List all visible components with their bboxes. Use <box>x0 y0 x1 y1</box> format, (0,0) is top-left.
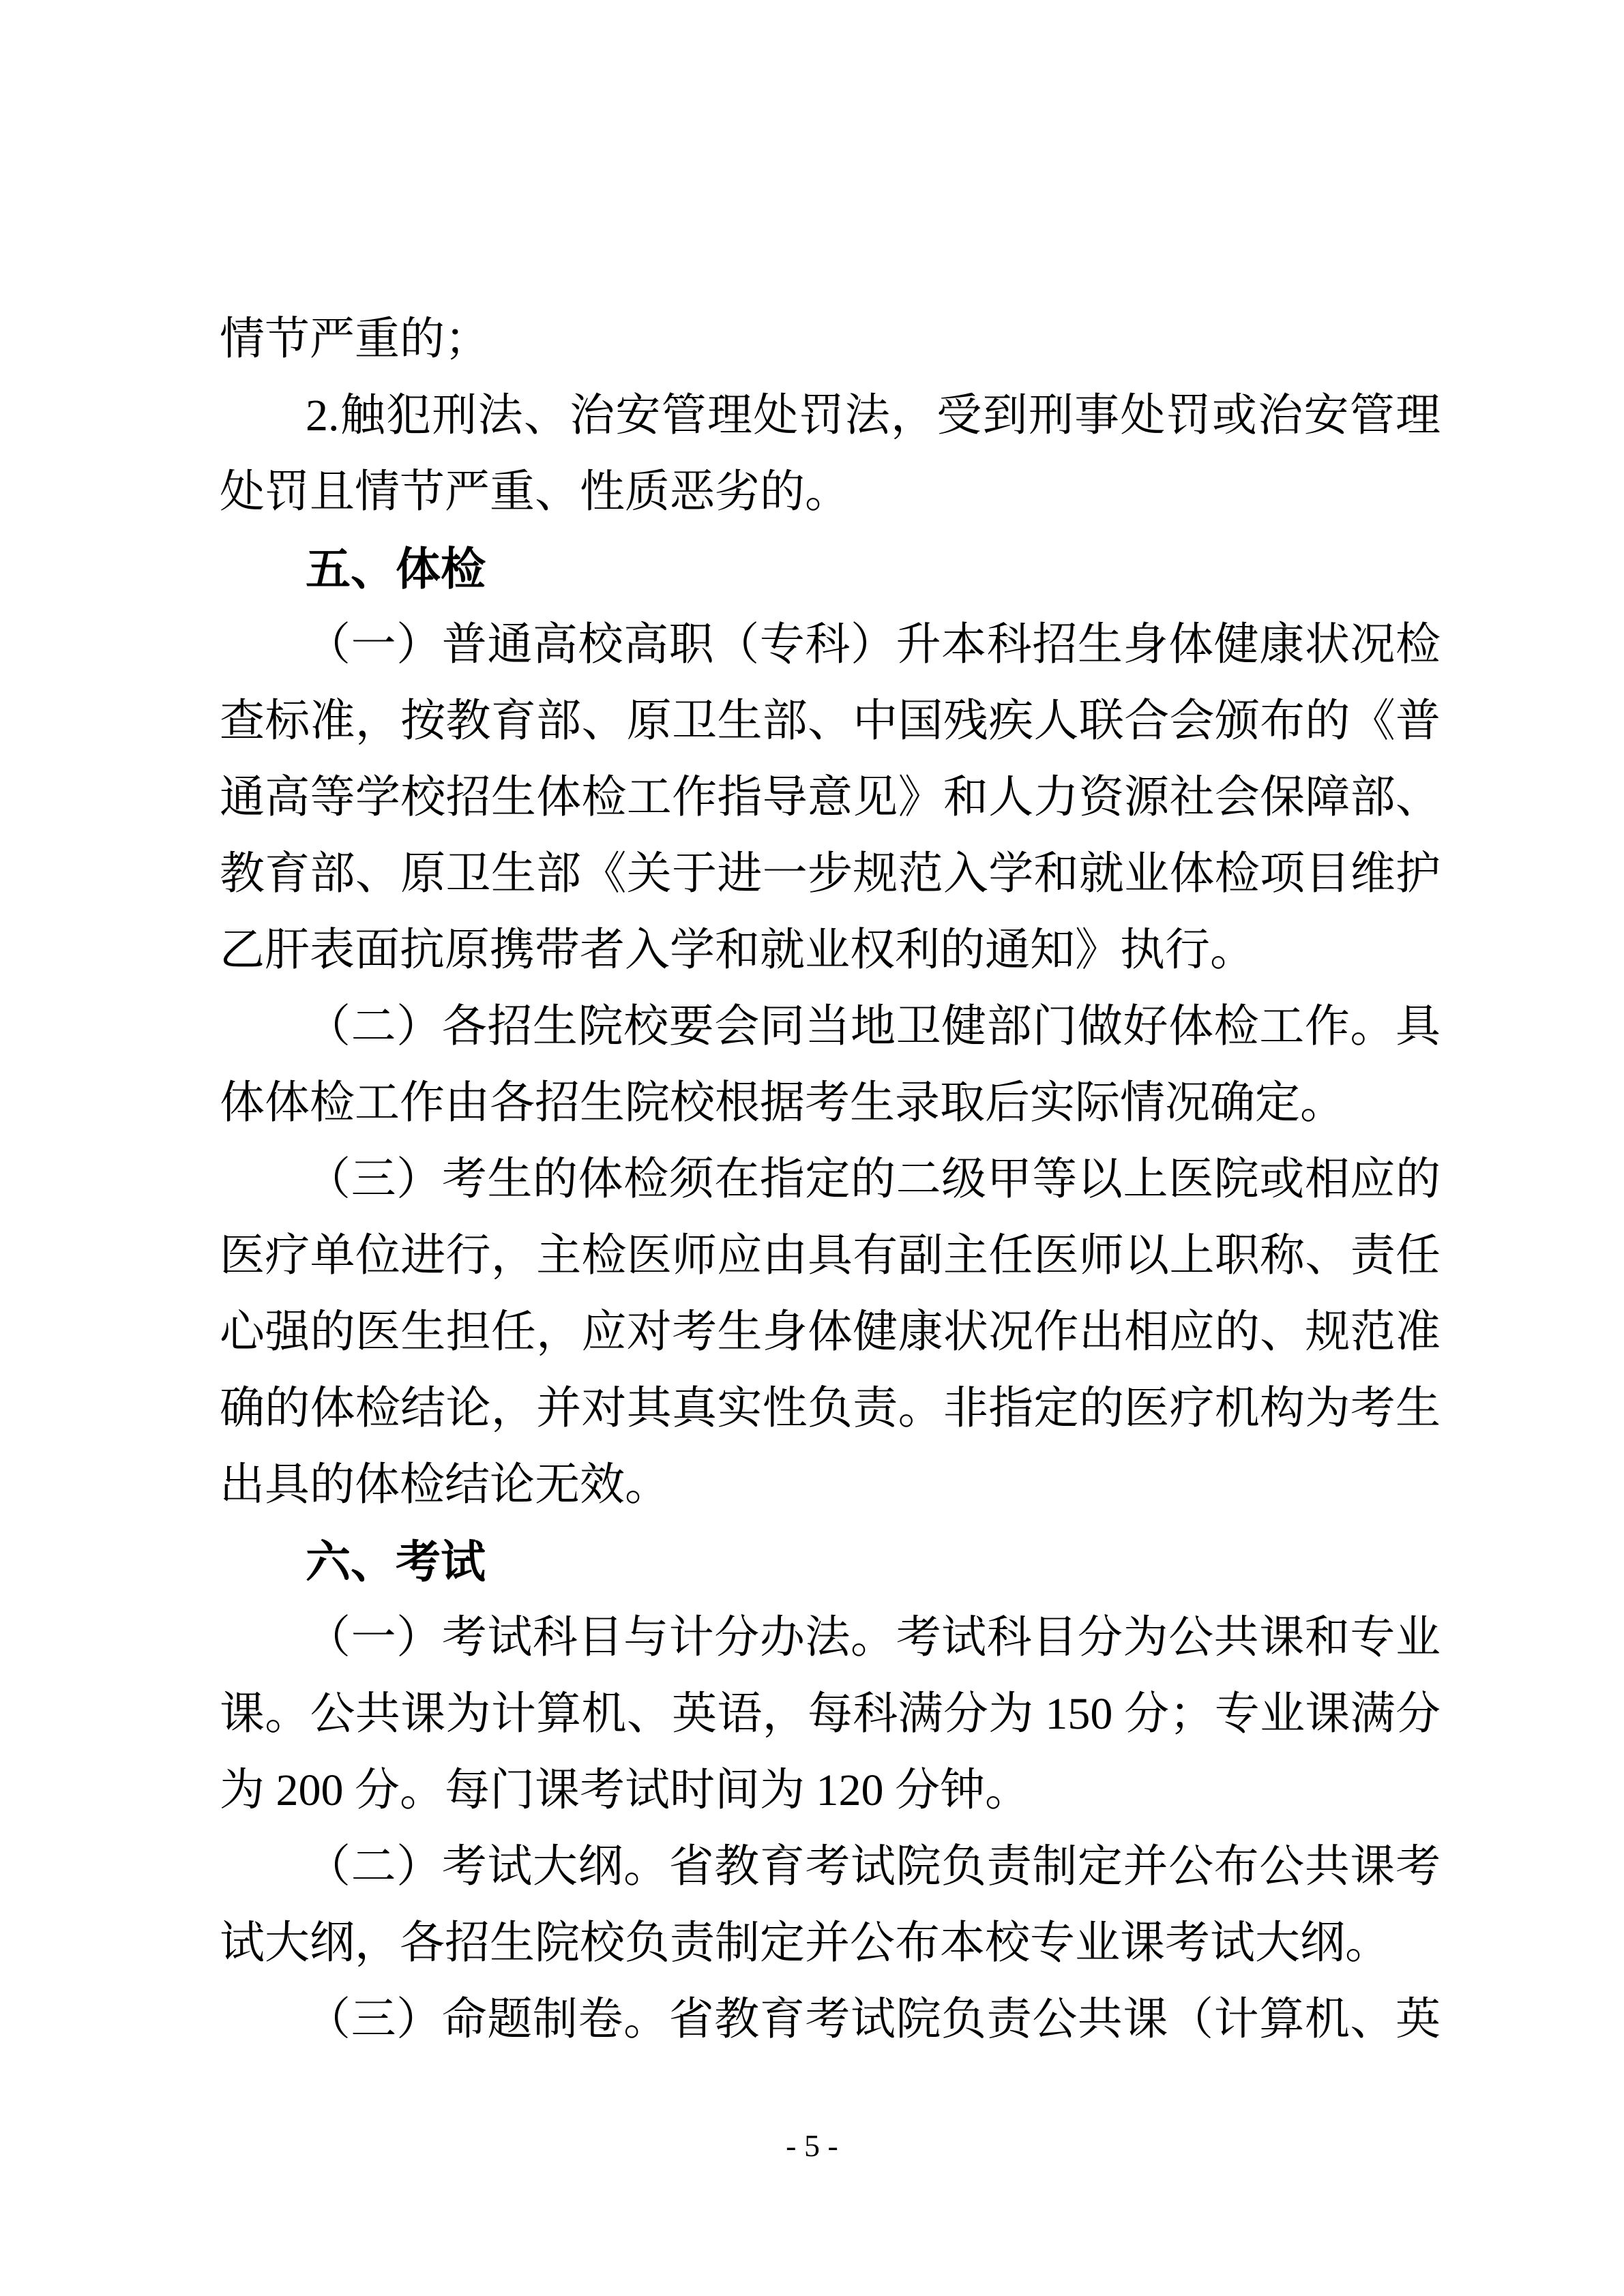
text-line: 心强的医生担任，应对考生身体健康状况作出相应的、规范准 <box>220 1307 1441 1357</box>
text-line: 试大纲，各招生院校负责制定并公布本校专业课考试大纲。 <box>220 1918 1390 1968</box>
text-line: 体体检工作由各招生院校根据考生录取后实际情况确定。 <box>220 1078 1345 1128</box>
document-body <box>220 301 1441 2058</box>
text-line: （三）命题制卷。省教育考试院负责公共课（计算机、英 <box>306 1995 1441 2044</box>
text-line: （一）考试科目与计分办法。考试科目分为公共课和专业 <box>306 1613 1441 1663</box>
text-line: （三）考生的体检须在指定的二级甲等以上医院或相应的 <box>306 1154 1441 1204</box>
page-number: - 5 - <box>786 2128 838 2163</box>
text-line: 处罚且情节严重、性质恶劣的。 <box>220 467 850 517</box>
text-line: （二）考试大纲。省教育考试院负责制定并公布公共课考 <box>306 1842 1441 1892</box>
text-line: 为 200 分。每门课考试时间为 120 分钟。 <box>220 1765 1030 1815</box>
text-line: （二）各招生院校要会同当地卫健部门做好体检工作。具 <box>306 1002 1441 1052</box>
section-heading: 五、体检 <box>306 543 486 594</box>
text-line: （一）普通高校高职（专科）升本科招生身体健康状况检 <box>306 620 1441 670</box>
text-line: 出具的体检结论无效。 <box>220 1460 670 1510</box>
text-line: 课。公共课为计算机、英语，每科满分为 150 分；专业课满分 <box>220 1689 1441 1739</box>
text-line: 教育部、原卫生部《关于进一步规范入学和就业体检项目维护 <box>220 849 1441 899</box>
text-line: 乙肝表面抗原携带者入学和就业权利的通知》执行。 <box>220 925 1255 975</box>
text-line: 通高等学校招生体检工作指导意见》和人力资源社会保障部、 <box>220 773 1441 822</box>
text-line: 确的体检结论，并对其真实性负责。非指定的医疗机构为考生 <box>220 1384 1441 1433</box>
section-heading: 六、考试 <box>306 1536 486 1587</box>
text-line: 医疗单位进行，主检医师应由具有副主任医师以上职称、责任 <box>220 1231 1441 1281</box>
text-line: 查标准，按教育部、原卫生部、中国残疾人联合会颁布的《普 <box>220 696 1441 746</box>
text-line: 2.触犯刑法、治安管理处罚法，受到刑事处罚或治安管理 <box>306 391 1441 441</box>
text-line: 情节严重的； <box>220 314 490 364</box>
